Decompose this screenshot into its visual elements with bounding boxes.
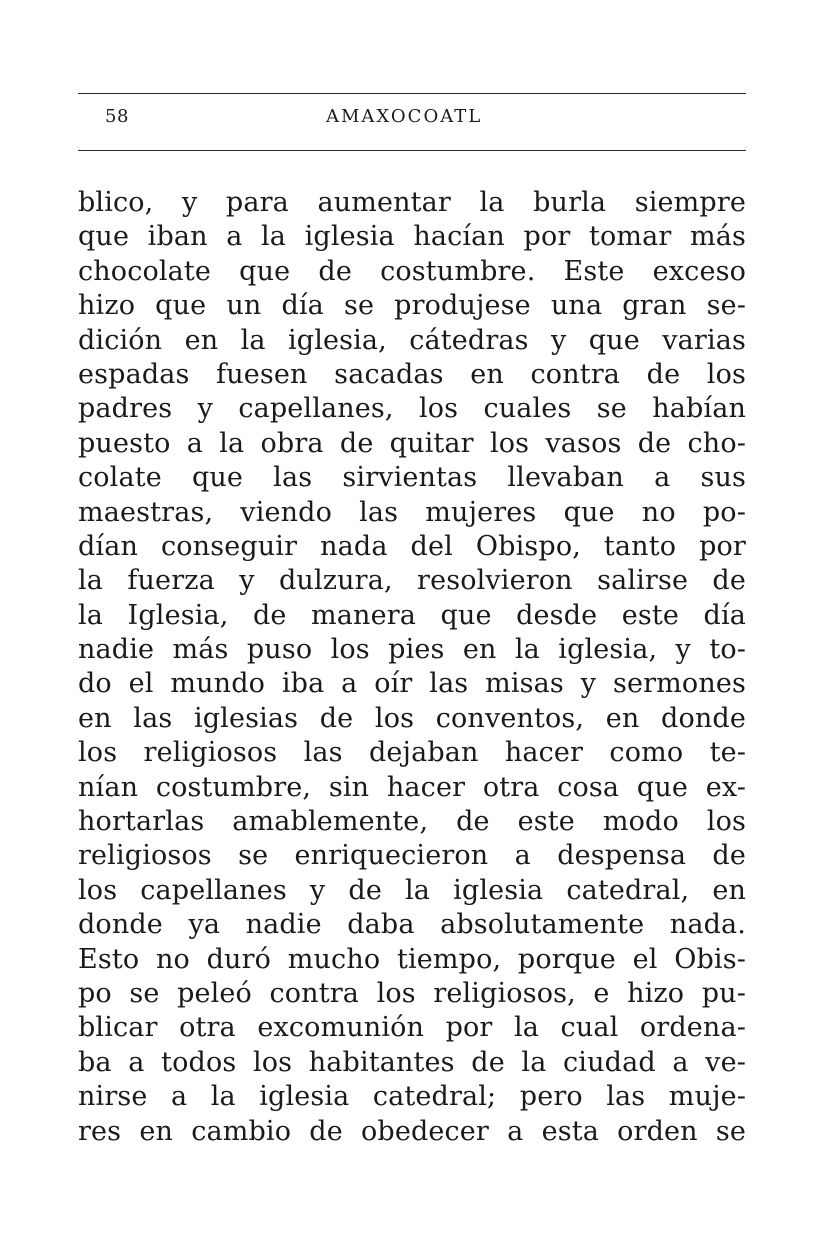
text-line: ba a todos los habitantes de la ciudad a ve- [78, 1046, 746, 1078]
text-line: dición en la iglesia, cátedras y que varias [78, 324, 746, 356]
text-line: los religiosos las dejaban hacer como te- [78, 737, 746, 769]
text-line: maestras, viendo las mujeres que no po- [78, 496, 746, 528]
page-header [78, 106, 746, 134]
text-line: blicar otra excomunión por la cual ordena- [78, 1012, 746, 1044]
text-line: que iban a la iglesia hacían por tomar más [78, 221, 746, 253]
text-line: do el mundo iba a oír las misas y sermones [78, 668, 746, 700]
text-line: los capellanes y de la iglesia catedral, en [78, 874, 746, 906]
text-line: espadas fuesen sacadas en contra de los [78, 358, 746, 390]
text-line: dían conseguir nada del Obispo, tanto por [78, 530, 746, 562]
text-line: po se peleó contra los religiosos, e hizo pu- [78, 977, 746, 1009]
text-line: la Iglesia, de manera que desde este día [78, 599, 746, 631]
text-line: donde ya nadie daba absolutamente nada. [78, 909, 746, 941]
text-line: blico, y para aumentar la burla siempre [78, 187, 746, 218]
text-line: nadie más puso los pies en la iglesia, y to- [78, 634, 746, 666]
page-number: 58 [105, 106, 129, 127]
text-line: res en cambio de obedecer a esta orden se [78, 1115, 746, 1147]
header-top-rule [78, 93, 746, 94]
text-line: en las iglesias de los conventos, en donde [78, 702, 746, 734]
text-line: colate que las sirvientas llevaban a sus [78, 462, 746, 494]
text-line: nían costumbre, sin hacer otra cosa que ex- [78, 771, 746, 803]
running-head-title: AMAXOCOATL [326, 106, 483, 127]
text-line: nirse a la iglesia catedral; pero las muje- [78, 1081, 746, 1113]
text-line: hizo que un día se produjese una gran se- [78, 290, 746, 322]
text-line: la fuerza y dulzura, resolvieron salirse de [78, 565, 746, 597]
text-line: chocolate que de costumbre. Este exceso [78, 255, 746, 287]
body-paragraph [78, 186, 746, 1149]
text-line: religiosos se enriquecieron a despensa de [78, 840, 746, 872]
text-line: Esto no duró mucho tiempo, porque el Obis- [78, 943, 746, 975]
header-bottom-rule [78, 150, 746, 151]
text-line: puesto a la obra de quitar los vasos de cho- [78, 427, 746, 459]
text-line: hortarlas amablemente, de este modo los [78, 806, 746, 838]
text-line: padres y capellanes, los cuales se habían [78, 393, 746, 425]
